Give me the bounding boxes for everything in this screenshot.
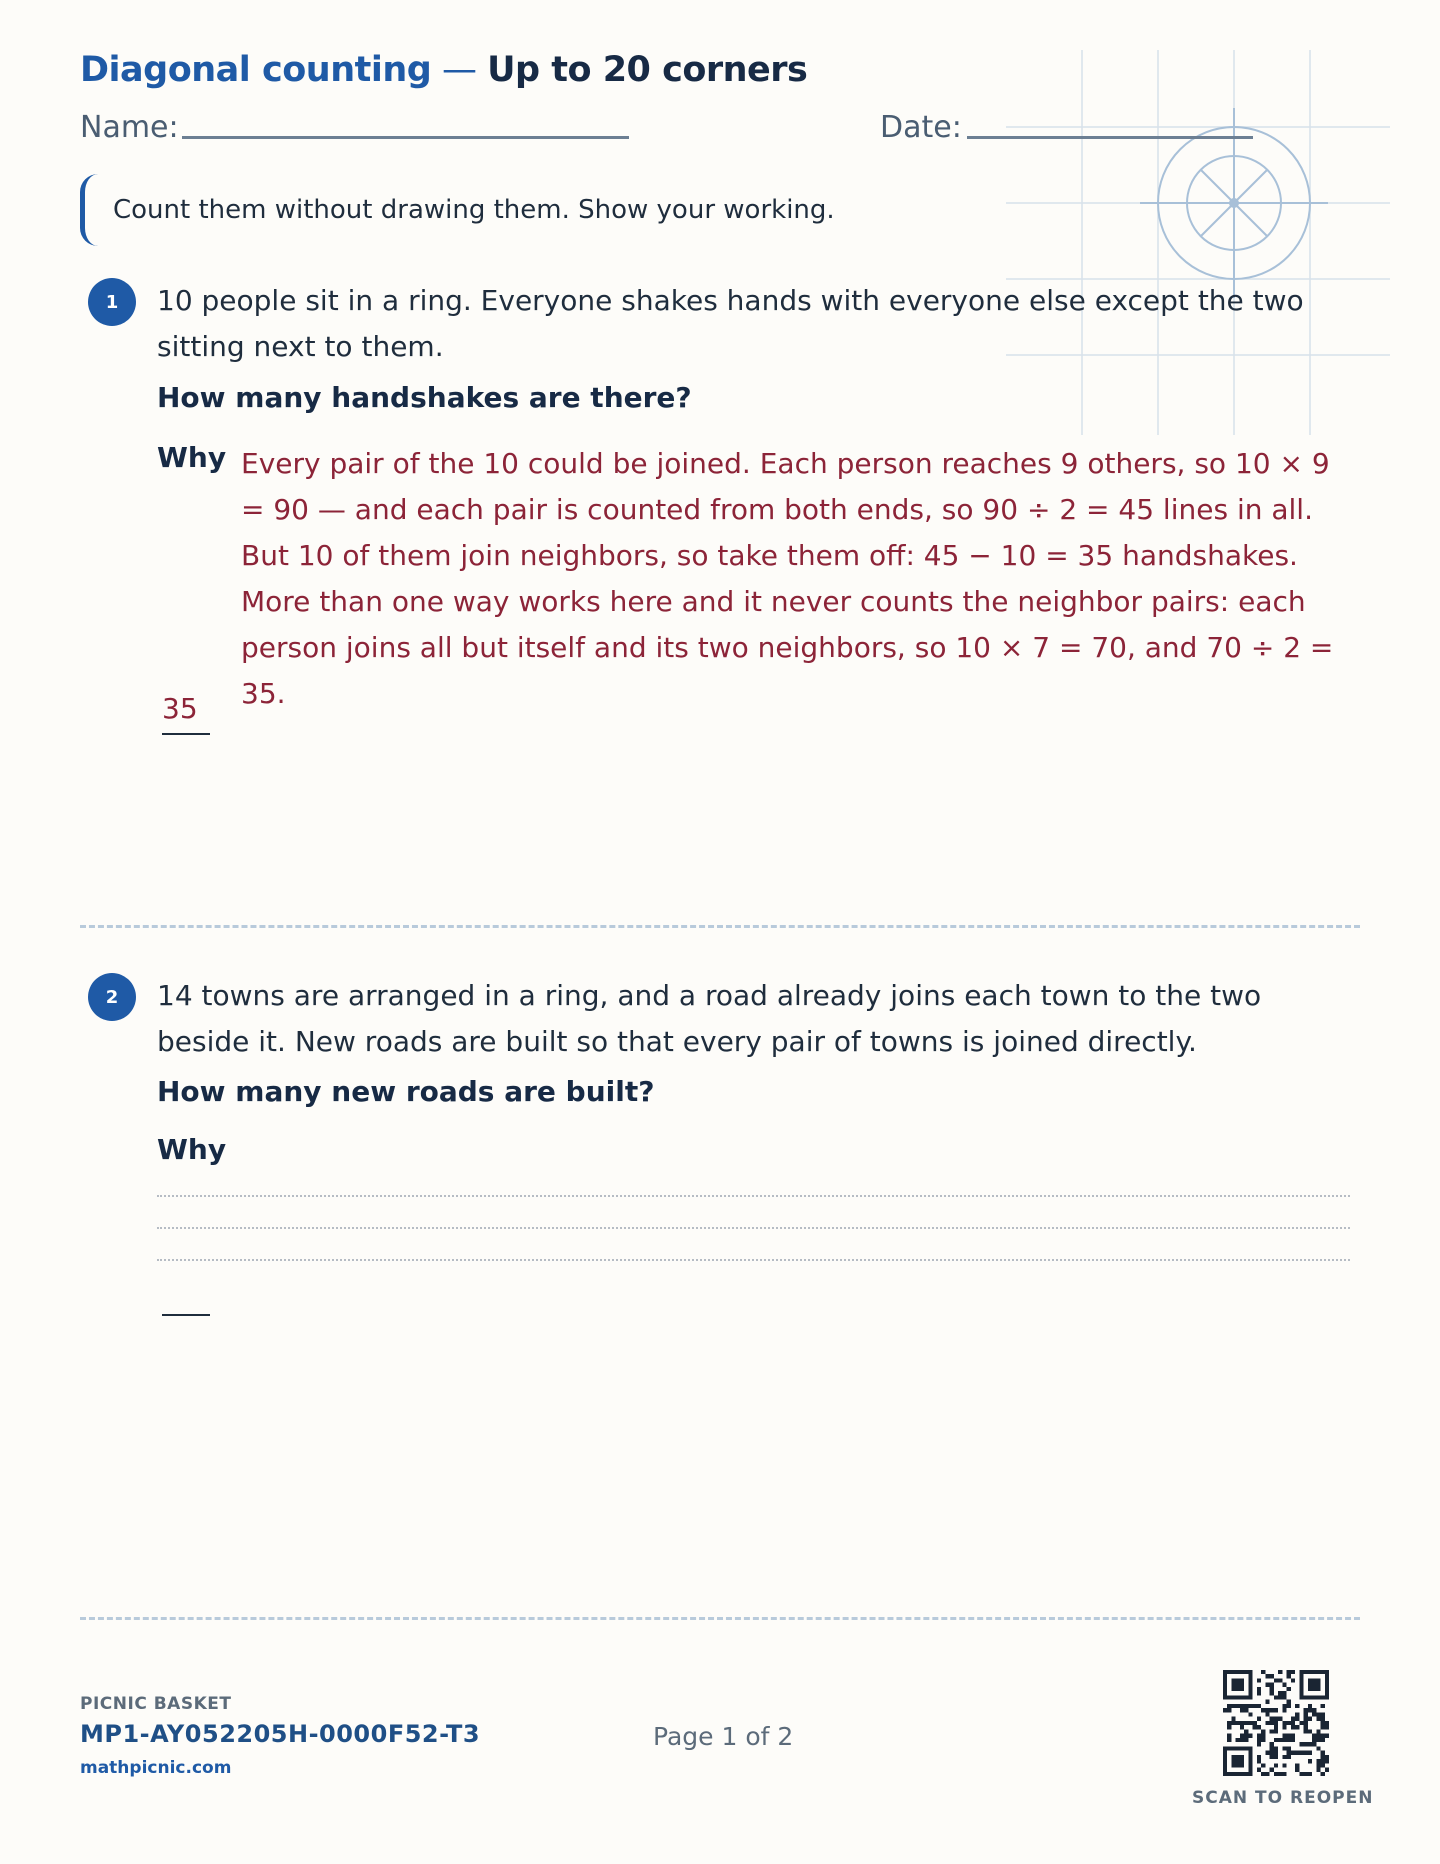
writing-line[interactable]	[157, 1259, 1350, 1261]
answer-line[interactable]	[162, 1314, 210, 1316]
instruction-callout	[80, 174, 880, 246]
writing-line[interactable]	[157, 1227, 1350, 1229]
title-separator: —	[431, 50, 488, 90]
date-field[interactable]	[967, 136, 1253, 139]
title-sub: Up to 20 corners	[487, 50, 808, 90]
instruction-text: Count them without drawing them. Show your working.	[113, 195, 835, 225]
question-text: 14 towns are arranged in a ring, and a road already joins each town to the two beside it. New roads are built so that every pair of towns is joined directly.	[157, 979, 1262, 1058]
date-label: Date:	[880, 110, 962, 145]
answer-line[interactable]	[162, 733, 210, 735]
question-number-badge: 2	[88, 973, 136, 1021]
title-main: Diagonal counting	[80, 50, 432, 90]
name-field[interactable]	[182, 136, 629, 139]
site-link[interactable]: mathpicnic.com	[80, 1758, 232, 1778]
worksheet-code: MP1-AY052205H-0000F52-T3	[80, 1720, 481, 1748]
qr-code-icon[interactable]	[1223, 1670, 1329, 1776]
why-explanation: Every pair of the 10 could be joined. Each person reaches 9 others, so 10 × 9 = 90 — and each pair is counted from both ends, so 90 ÷ 2 = 45 lines in all. But 10 of them join neighbors, so take them off: 45 − 10 = 35 handshakes. More than one way works here and it never counts the neighbor pairs: each person joins all but itself and its two neighbors, so 10 × 7 = 70, and 70 ÷ 2 = 35.	[241, 447, 1334, 710]
brand-label: PICNIC BASKET	[80, 1694, 232, 1714]
scan-label: SCAN TO REOPEN	[1192, 1788, 1374, 1808]
question-text: 10 people sit in a ring. Everyone shakes hands with everyone else except the two sitting next to them.	[157, 284, 1304, 363]
question-ask: How many handshakes are there?	[157, 381, 692, 414]
question-ask: How many new roads are built?	[157, 1075, 655, 1108]
name-label: Name:	[80, 110, 179, 145]
page-indicator: Page 1 of 2	[653, 1722, 794, 1751]
page-title	[80, 50, 807, 90]
writing-line[interactable]	[157, 1195, 1350, 1197]
footer-divider	[80, 1617, 1360, 1620]
question-number-badge: 1	[88, 278, 136, 326]
answer-value: 35	[162, 692, 198, 725]
why-label: Why	[157, 1133, 227, 1166]
compass-target-icon	[1000, 50, 1390, 435]
why-label: Why	[157, 441, 227, 474]
section-divider	[80, 925, 1360, 928]
